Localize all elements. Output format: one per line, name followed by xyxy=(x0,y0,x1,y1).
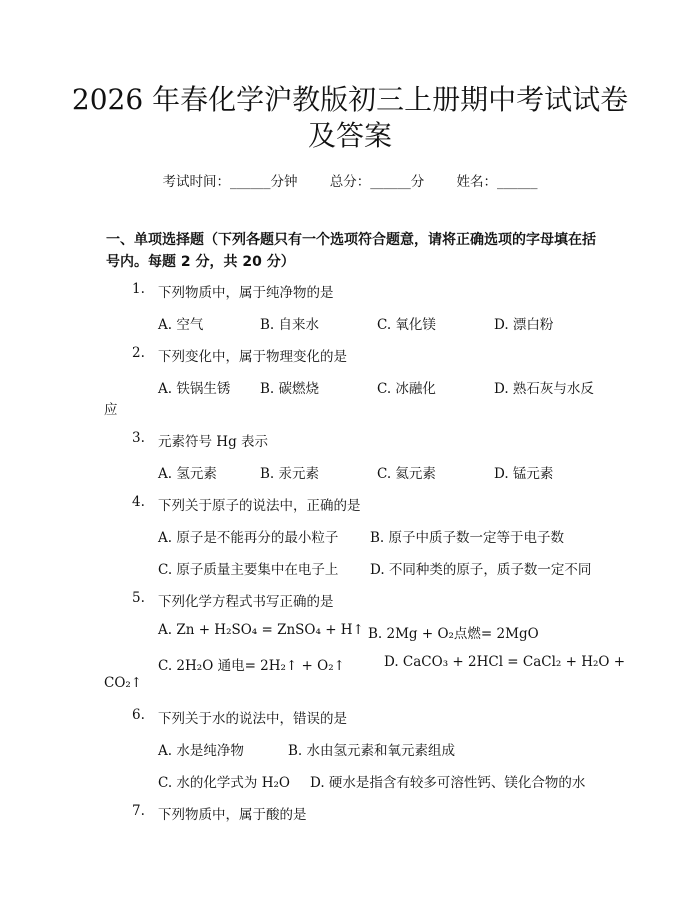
option-c: C. 氧化镁 xyxy=(377,317,436,333)
question-number: 5. xyxy=(132,590,145,606)
question-number: 2. xyxy=(132,345,145,361)
option-c: C. 原子质量主要集中在电子上 xyxy=(158,562,339,578)
section-heading-line2: 号内。每题 2 分，共 20 分） xyxy=(106,254,295,270)
option-c: C. 氦元素 xyxy=(377,466,436,482)
option-d: D. CaCO₃ + 2HCl = CaCl₂ + H₂O + xyxy=(384,654,626,670)
exam-info xyxy=(0,170,700,190)
student-name: 姓名：______ xyxy=(456,174,538,190)
option-a: A. 氢元素 xyxy=(158,466,217,482)
option-a: A. 铁锅生锈 xyxy=(158,381,231,397)
option-b: B. 水由氢元素和氧元素组成 xyxy=(288,743,456,759)
option-a: A. 原子是不能再分的最小粒子 xyxy=(158,530,339,546)
question-number: 4. xyxy=(132,494,145,510)
page-title-line2: 及答案 xyxy=(307,119,392,152)
option-d: D. 熟石灰与水反 xyxy=(494,381,594,397)
option-d: D. 漂白粉 xyxy=(494,317,554,333)
option-d: D. 锰元素 xyxy=(494,466,554,482)
option-d-wrap: 应 xyxy=(104,402,118,418)
option-d-wrap: CO₂↑ xyxy=(104,675,143,691)
page-title: 2026 年春化学沪教版初三上册期中考试试卷 xyxy=(71,83,629,116)
question-text: 下列物质中，属于酸的是 xyxy=(158,807,307,823)
option-b: B. 汞元素 xyxy=(260,466,320,482)
question-number: 1. xyxy=(132,281,145,297)
question-text: 下列化学方程式书写正确的是 xyxy=(158,594,334,610)
option-d: D. 不同种类的原子，质子数一定不同 xyxy=(370,562,592,578)
question-number: 7. xyxy=(132,803,145,819)
question-number: 3. xyxy=(132,430,145,446)
question-text: 元素符号 Hg 表示 xyxy=(158,434,268,450)
exam-time: 考试时间：______分钟 xyxy=(162,174,298,190)
option-c: C. 冰融化 xyxy=(377,381,436,397)
option-a: A. 水是纯净物 xyxy=(158,743,244,759)
option-b: B. 自来水 xyxy=(260,317,320,333)
option-a: A. Zn + H₂SO₄ = ZnSO₄ + H↑ xyxy=(158,622,364,638)
question-text: 下列变化中，属于物理变化的是 xyxy=(158,349,347,365)
option-b: B. 2Mg + O₂点燃= 2MgO xyxy=(368,626,539,642)
option-b: B. 碳燃烧 xyxy=(260,381,320,397)
question-text: 下列物质中，属于纯净物的是 xyxy=(158,285,334,301)
section-heading: 一、单项选择题（下列各题只有一个选项符合题意，请将正确选项的字母填在括 xyxy=(106,232,596,248)
question-text: 下列关于水的说法中，错误的是 xyxy=(158,711,347,727)
option-a: A. 空气 xyxy=(158,317,204,333)
exam-score: 总分：______分 xyxy=(329,174,425,190)
option-d: D. 硬水是指含有较多可溶性钙、镁化合物的水 xyxy=(310,775,586,791)
option-b: B. 原子中质子数一定等于电子数 xyxy=(370,530,565,546)
option-c: C. 2H₂O 通电= 2H₂↑ + O₂↑ xyxy=(158,658,345,674)
question-number: 6. xyxy=(132,707,145,723)
option-c: C. 水的化学式为 H₂O xyxy=(158,775,290,791)
question-text: 下列关于原子的说法中，正确的是 xyxy=(158,498,361,514)
